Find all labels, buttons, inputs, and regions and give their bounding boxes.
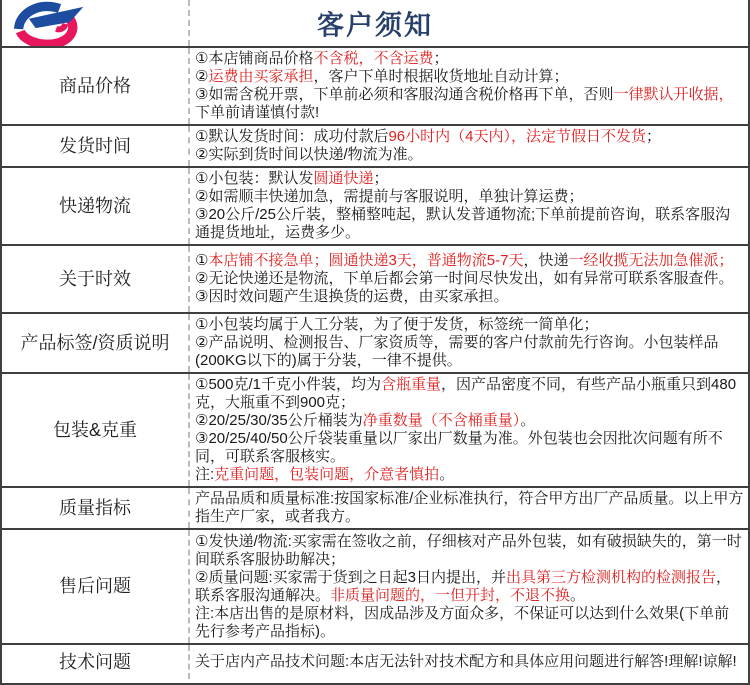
notice-paragraph xyxy=(195,569,744,605)
row-content xyxy=(190,246,748,312)
notice-paragraph xyxy=(195,288,744,306)
notice-paragraph xyxy=(195,270,744,288)
notice-paragraph xyxy=(195,466,744,484)
notice-paragraph xyxy=(195,86,744,122)
table-row xyxy=(2,48,748,126)
table-row xyxy=(2,126,748,168)
brand-logo-icon xyxy=(8,0,94,46)
notice-text: ①默认发货时间：成功付款后 xyxy=(195,128,389,145)
notice-text: ，联系客服沟通解决。 xyxy=(195,568,731,604)
notice-text: ①小包装：默认发 xyxy=(195,170,314,187)
notice-text: 产品品质和质量标准:按国家标准/企业标准执行，符合甲方出厂产品质量。以上甲方指生产厂家，或者我方。 xyxy=(195,490,744,525)
header-title-area xyxy=(190,0,748,46)
notice-text: 。 xyxy=(570,586,586,604)
notice-text-red: 运费由买家承担 xyxy=(208,68,314,85)
notice-text-red: 不含税，不含运费 xyxy=(313,50,434,67)
notice-paragraph xyxy=(195,653,744,671)
row-content xyxy=(190,126,748,166)
notice-text: 。 xyxy=(439,466,455,483)
notice-paragraph xyxy=(195,128,744,146)
table-row xyxy=(2,168,748,246)
row-label: 产品标签/资质说明 xyxy=(2,314,190,372)
notice-text: 。 xyxy=(520,412,536,429)
table-row xyxy=(2,488,748,530)
table-row xyxy=(2,374,748,488)
notice-text: 注:本店出售的是原材料，因成品涉及方面众多，不保证可以达到什么效果(下单前先行参考产品指标)。 xyxy=(195,604,730,640)
notice-text-red: 圆通快递 xyxy=(313,170,374,187)
row-label: 包装&克重 xyxy=(2,374,190,486)
notice-text: ③如需含税开票，下单前必须和客服沟通含税价格再下单，否则 xyxy=(195,86,614,103)
notice-text-red: 96小时内（4天内），法定节假日不发货 xyxy=(388,128,646,145)
row-content xyxy=(190,48,748,124)
customer-notice-sheet xyxy=(2,0,748,679)
notice-text: ②实际到货时间以快递/物流为准。 xyxy=(195,146,423,163)
notice-paragraph xyxy=(195,412,744,430)
notice-text-red: 净重数量（不含桶重量） xyxy=(362,412,521,429)
notice-text: ①本店铺商品价格 xyxy=(195,50,314,67)
notice-text: ①发快递/物流:买家需在签收之前，仔细核对产品外包装，如有破损缺失的，第一时间联系客服协助解决； xyxy=(195,532,742,568)
notice-text-red: 含瓶重量 xyxy=(381,376,442,393)
row-label: 商品价格 xyxy=(2,48,190,124)
notice-text: ； xyxy=(645,128,661,145)
table-row xyxy=(2,314,748,374)
page-title: 客户须知 xyxy=(317,10,433,41)
notice-text-red: 出具第三方检测机构的检测报告 xyxy=(505,568,716,586)
notice-text-red: 本店铺不接急单；圆通快递3天，普通物流5-7天 xyxy=(208,252,524,269)
notice-text-red: 一经收揽无法加急催派； xyxy=(568,252,734,269)
notice-paragraph xyxy=(195,252,744,270)
notice-text: ① xyxy=(195,252,209,269)
notice-header xyxy=(2,0,748,48)
row-content xyxy=(190,168,748,244)
notice-paragraph xyxy=(195,316,744,334)
notice-text: ③20/25/40/50公斤袋装重量以厂家出厂数量为准。外包装也会因批次问题有所不同，可联系客服核实。 xyxy=(195,430,723,465)
row-label: 技术问题 xyxy=(2,645,190,679)
table-row xyxy=(2,530,748,645)
notice-paragraph xyxy=(195,334,744,370)
notice-text-red: 非质量问题的，一但开封，不退不换 xyxy=(330,586,571,604)
notice-text: 注: xyxy=(195,466,215,483)
row-content xyxy=(190,314,748,372)
notice-text: ①500克/1千克小件装，均为 xyxy=(195,376,381,393)
notice-text: ②无论快递还是物流，下单后都会第一时间尽快发出，如有异常可联系客服查件。 xyxy=(195,270,734,287)
notice-text: ； xyxy=(373,170,389,187)
row-content xyxy=(190,374,748,486)
row-label: 发货时间 xyxy=(2,126,190,166)
notice-paragraph xyxy=(195,605,744,641)
row-label: 质量指标 xyxy=(2,488,190,528)
row-content xyxy=(190,488,748,528)
notice-text: ，客户下单时根据收货地址自动计算； xyxy=(313,68,569,85)
notice-paragraph xyxy=(195,376,744,412)
notice-table-body xyxy=(2,48,748,679)
notice-paragraph xyxy=(195,188,744,206)
row-label: 关于时效 xyxy=(2,246,190,312)
notice-paragraph xyxy=(195,533,744,569)
table-row xyxy=(2,246,748,314)
notice-paragraph xyxy=(195,430,744,466)
row-content xyxy=(190,530,748,643)
notice-paragraph xyxy=(195,146,744,164)
notice-text: ，快递 xyxy=(523,252,569,269)
notice-text: 关于店内产品技术问题:本店无法针对技术配方和具体应用问题进行解答!理解!谅解! xyxy=(195,653,737,670)
notice-paragraph xyxy=(195,50,744,68)
notice-text: ②20/25/30/35公斤桶装为 xyxy=(195,412,363,429)
notice-text: ②如需顺丰快递加急，需提前与客服说明，单独计算运费； xyxy=(195,188,584,205)
notice-text: ③因时效问题产生退换货的运费，由买家承担。 xyxy=(195,288,509,305)
notice-text: ①小包装均属于人工分装，为了便于发货，标签统一简单化； xyxy=(195,316,599,333)
logo-cell xyxy=(2,0,190,46)
notice-text: ③20公斤/25公斤装，整桶整吨起，默认发普通物流;下单前提前咨询，联系客服沟通提货地址，运费多少。 xyxy=(195,206,731,241)
row-label: 售后问题 xyxy=(2,530,190,643)
notice-text: ② xyxy=(195,68,209,85)
row-content xyxy=(190,645,748,679)
notice-text: ②产品说明、检测报告、厂家资质等，需要的客户付款前先行咨询。小包装样品(200KG以下的)属于分装，一律不提供。 xyxy=(195,334,719,369)
notice-paragraph xyxy=(195,68,744,86)
table-row xyxy=(2,645,748,679)
notice-paragraph xyxy=(195,170,744,188)
notice-text: ； xyxy=(433,50,449,67)
notice-paragraph xyxy=(195,490,744,526)
notice-paragraph xyxy=(195,206,744,242)
row-label: 快递物流 xyxy=(2,168,190,244)
notice-text: ②质量问题:买家需于货到之日起3日内提出，并 xyxy=(195,568,506,586)
notice-text: 下单前请谨慎付款! xyxy=(195,104,320,121)
notice-text-red: 克重问题，包装问题，介意者慎拍 xyxy=(214,466,440,483)
notice-text-red: 一律默认开收据， xyxy=(613,86,734,103)
notice-text: ，因产品密度不同，有些产品小瓶重只到480克，大瓶重不到900克； xyxy=(195,376,737,411)
